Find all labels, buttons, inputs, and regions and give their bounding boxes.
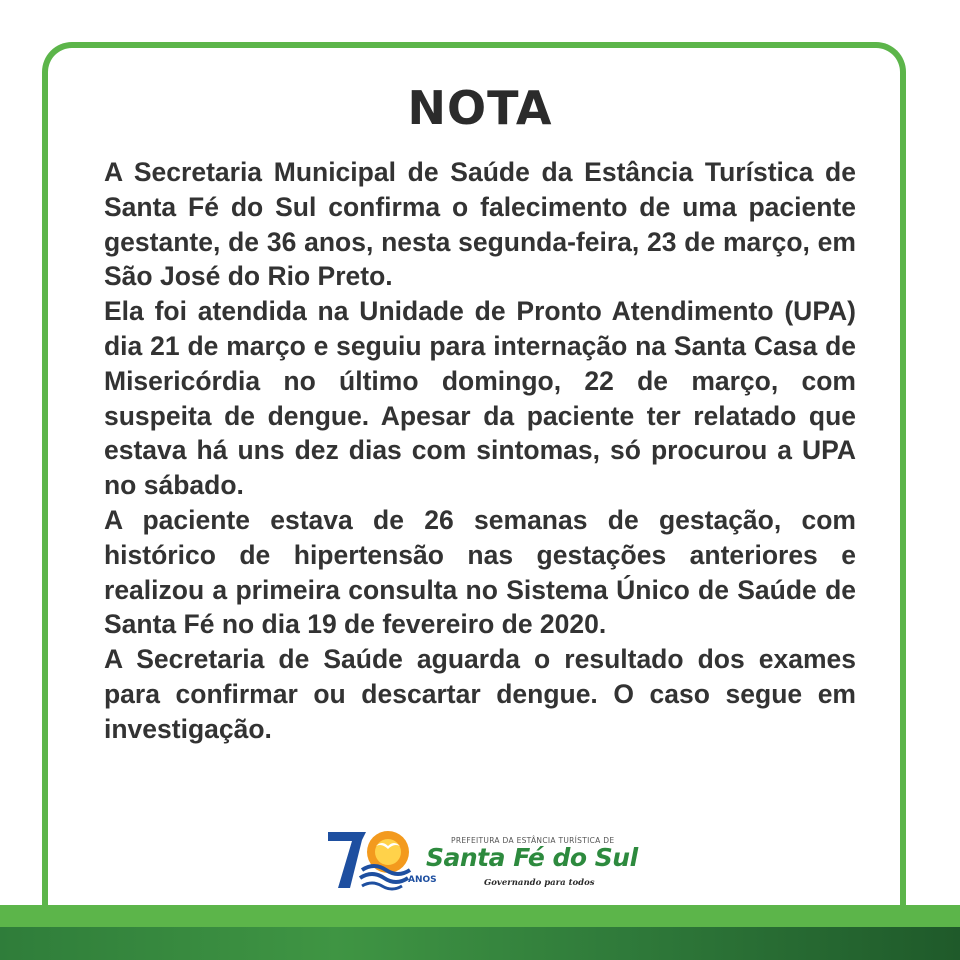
logo-prefeitura-label: PREFEITURA DA ESTÂNCIA TURÍSTICA DE <box>451 836 615 845</box>
footer-band-light <box>0 905 960 927</box>
paragraph-2: Ela foi atendida na Unidade de Pronto Atendimento (UPA) dia 21 de março e seguiu para internação na Santa Casa de Misericórdia no último domingo, 22 de março, com suspeita de dengue. Apesar da paciente ter relatado que estava há uns dez dias com sintomas, só procurou a UPA no sábado. <box>104 296 856 501</box>
note-body <box>104 155 856 747</box>
logo-anos-label: ANOS <box>408 875 437 885</box>
page-title: NOTA <box>407 81 553 135</box>
paragraph-1: A Secretaria Municipal de Saúde da Estância Turística de Santa Fé do Sul confirma o falecimento de uma paciente gestante, de 36 anos, nesta segunda-feira, 23 de março, em São José do Rio Preto. <box>104 157 856 292</box>
paragraph-3: A paciente estava de 26 semanas de gestação, com histórico de hipertensão nas gestações anteriores e realizou a primeira consulta no Sistema Único de Saúde de Santa Fé no dia 19 de fevereiro de 2020. <box>104 504 856 640</box>
prefeitura-logo <box>326 826 646 896</box>
logo-city-name: Santa Fé do Sul <box>426 843 638 872</box>
paragraph-4: A Secretaria de Saúde aguarda o resultado dos exames para confirmar ou descartar dengue. O caso segue em investigação. <box>104 644 856 744</box>
logo-slogan: Governando para todos <box>484 878 595 888</box>
